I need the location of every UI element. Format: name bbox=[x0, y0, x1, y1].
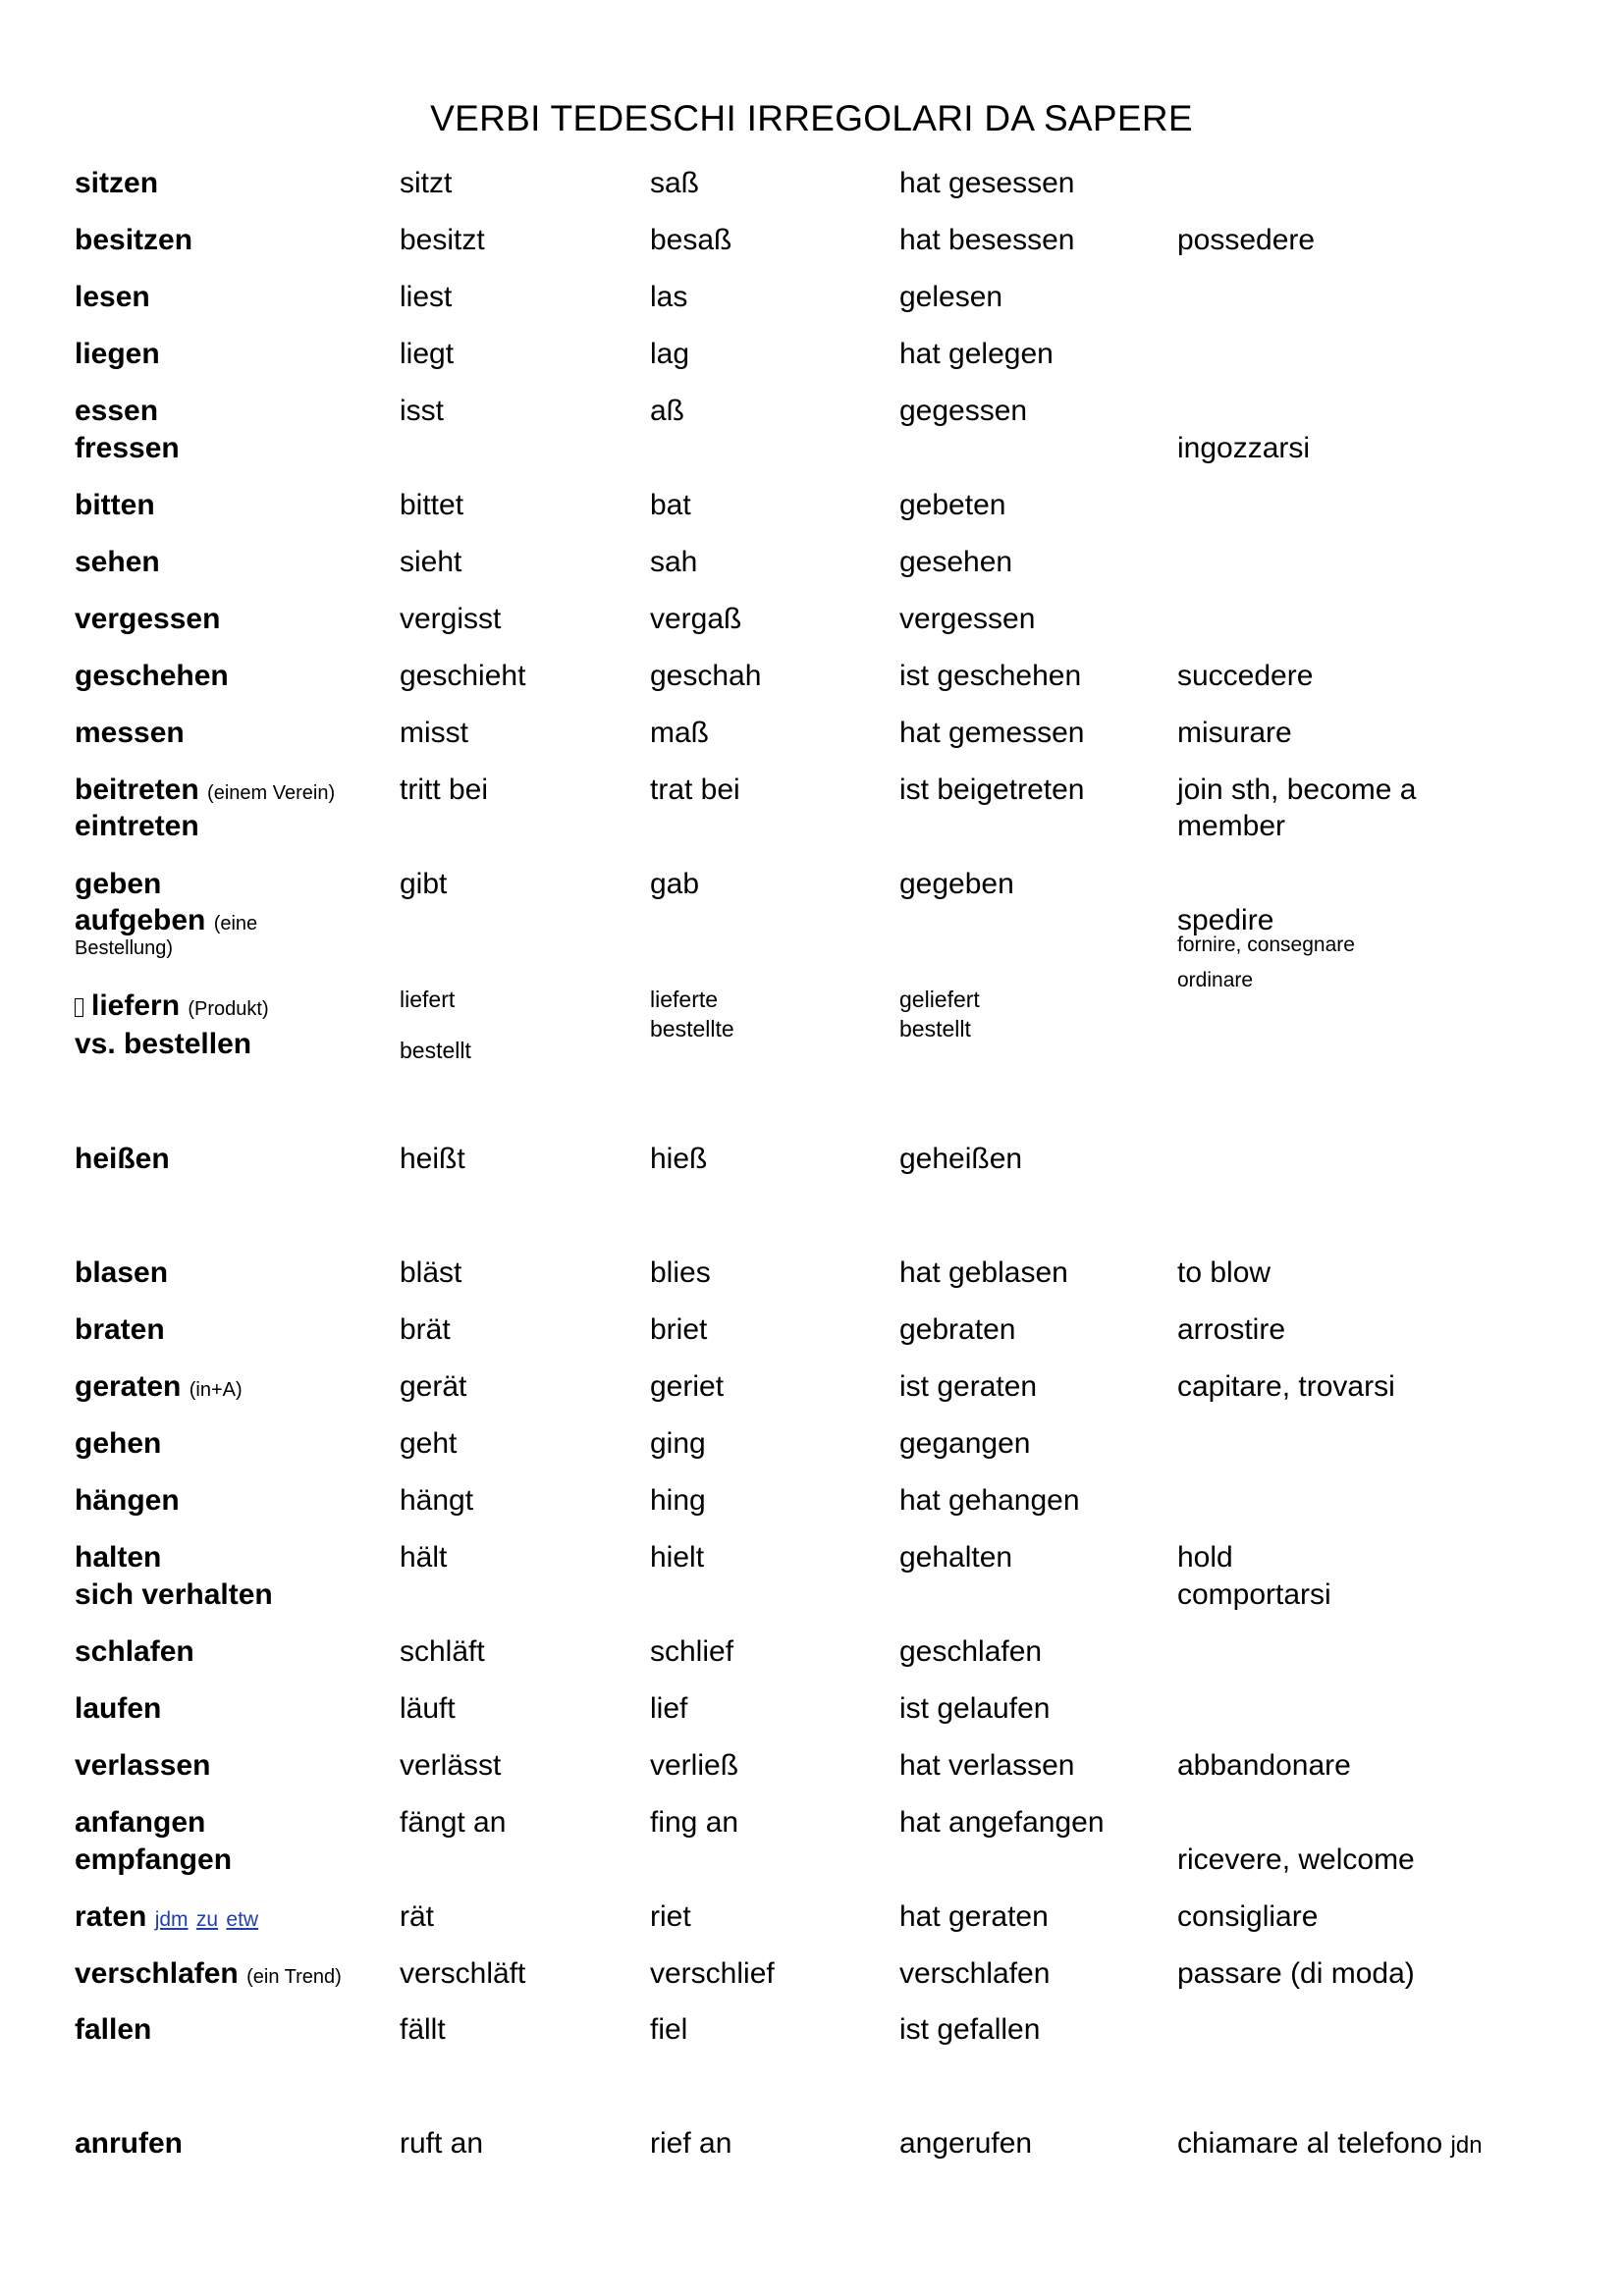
infinitive: vs. bestellen bbox=[75, 1028, 252, 1060]
link-etw[interactable]: etw bbox=[226, 1908, 259, 1931]
present: liest bbox=[400, 281, 453, 313]
present: ruft an bbox=[400, 2127, 484, 2160]
preterite: lieferte bbox=[650, 987, 719, 1012]
perfect: geliefert bbox=[899, 987, 980, 1012]
infinitive: sehen bbox=[75, 546, 160, 578]
infinitive bbox=[75, 988, 269, 1028]
infinitive: halten bbox=[75, 1541, 162, 1574]
preterite: fing an bbox=[650, 1806, 739, 1839]
preterite: sah bbox=[650, 546, 698, 578]
preterite: geriet bbox=[650, 1370, 725, 1403]
present: fällt bbox=[400, 2013, 446, 2046]
perfect: hat geblasen bbox=[899, 1256, 1068, 1289]
perfect: gelesen bbox=[899, 281, 1003, 313]
preterite: geschah bbox=[650, 660, 762, 692]
preterite: rief an bbox=[650, 2127, 732, 2160]
infinitive: anfangen bbox=[75, 1806, 206, 1839]
perfect: hat geraten bbox=[899, 1900, 1049, 1933]
present: besitzt bbox=[400, 224, 485, 256]
perfect: verschlafen bbox=[899, 1957, 1051, 1990]
infinitive: besitzen bbox=[75, 224, 193, 256]
usage-note: (ein Trend) bbox=[246, 1966, 342, 1988]
perfect: bestellt bbox=[899, 1016, 971, 1041]
perfect: ist gelaufen bbox=[899, 1692, 1051, 1725]
translation: ricevere, welcome bbox=[1177, 1843, 1415, 1876]
infinitive: fallen bbox=[75, 2013, 152, 2046]
preterite: aß bbox=[650, 395, 685, 427]
preterite: blies bbox=[650, 1256, 711, 1289]
perfect: ist geschehen bbox=[899, 660, 1082, 692]
preterite: maß bbox=[650, 717, 709, 749]
checkbox-icon bbox=[75, 998, 83, 1017]
usage-note: (Produkt) bbox=[188, 998, 269, 1020]
preterite: saß bbox=[650, 167, 700, 199]
preterite: besaß bbox=[650, 224, 732, 256]
usage-note: (eine bbox=[213, 913, 258, 934]
translation: possedere bbox=[1177, 224, 1316, 256]
preterite: verschlief bbox=[650, 1957, 775, 1990]
perfect: hat gesessen bbox=[899, 167, 1075, 199]
infinitive: eintreten bbox=[75, 810, 199, 842]
present: fängt an bbox=[400, 1806, 507, 1839]
infinitive: liegen bbox=[75, 338, 160, 370]
present: isst bbox=[400, 395, 444, 427]
present: bestellt bbox=[400, 1038, 471, 1063]
infinitive: heißen bbox=[75, 1143, 170, 1175]
preterite: trat bei bbox=[650, 774, 740, 806]
preterite: las bbox=[650, 281, 688, 313]
translation bbox=[1177, 2125, 1483, 2164]
preterite: briet bbox=[650, 1313, 708, 1346]
present: rät bbox=[400, 1900, 435, 1933]
infinitive: blasen bbox=[75, 1256, 169, 1289]
present: sitzt bbox=[400, 167, 453, 199]
infinitive: messen bbox=[75, 717, 185, 749]
translation: to blow bbox=[1177, 1256, 1271, 1289]
present: geht bbox=[400, 1427, 458, 1460]
perfect: hat gemessen bbox=[899, 717, 1085, 749]
perfect: gesehen bbox=[899, 546, 1013, 578]
infinitive: vergessen bbox=[75, 603, 221, 635]
infinitive: laufen bbox=[75, 1692, 162, 1725]
link-zu[interactable]: zu bbox=[195, 1908, 219, 1931]
translation: comportarsi bbox=[1177, 1578, 1331, 1611]
infinitive: hängen bbox=[75, 1484, 180, 1517]
preterite: bat bbox=[650, 489, 691, 521]
perfect: ist beigetreten bbox=[899, 774, 1085, 806]
page-title: VERBI TEDESCHI IRREGOLARI DA SAPERE bbox=[430, 98, 1193, 138]
perfect: hat gelegen bbox=[899, 338, 1054, 370]
translation: hold bbox=[1177, 1541, 1233, 1574]
present: hängt bbox=[400, 1484, 474, 1517]
translation: consigliare bbox=[1177, 1900, 1319, 1933]
infinitive-text: verschlafen bbox=[75, 1957, 239, 1990]
present: läuft bbox=[400, 1692, 456, 1725]
present: verlässt bbox=[400, 1749, 502, 1782]
perfect: hat angefangen bbox=[899, 1806, 1105, 1839]
infinitive: bitten bbox=[75, 489, 155, 521]
infinitive-text: raten bbox=[75, 1900, 147, 1933]
preterite: hielt bbox=[650, 1541, 705, 1574]
present: liegt bbox=[400, 338, 455, 370]
perfect: gehalten bbox=[899, 1541, 1013, 1574]
infinitive-text: geraten bbox=[75, 1370, 182, 1403]
translation: misurare bbox=[1177, 717, 1292, 749]
infinitive: lesen bbox=[75, 281, 150, 313]
present: verschläft bbox=[400, 1957, 526, 1990]
present: sieht bbox=[400, 546, 462, 578]
perfect: gebraten bbox=[899, 1313, 1016, 1346]
preterite: fiel bbox=[650, 2013, 688, 2046]
infinitive-text: aufgeben bbox=[75, 904, 206, 936]
present: heißt bbox=[400, 1143, 465, 1175]
infinitive: essen bbox=[75, 395, 159, 427]
translation-text: chiamare al telefono bbox=[1177, 2127, 1443, 2160]
infinitive: empfangen bbox=[75, 1843, 233, 1876]
infinitive: verlassen bbox=[75, 1749, 211, 1782]
perfect: hat gehangen bbox=[899, 1484, 1080, 1517]
translation: succedere bbox=[1177, 660, 1314, 692]
translation: ordinare bbox=[1177, 969, 1254, 991]
preterite: schlief bbox=[650, 1635, 734, 1668]
perfect: angerufen bbox=[899, 2127, 1033, 2160]
present: gibt bbox=[400, 868, 448, 900]
perfect: geschlafen bbox=[899, 1635, 1043, 1668]
present: liefert bbox=[400, 987, 456, 1012]
translation: ingozzarsi bbox=[1177, 432, 1311, 464]
present: hält bbox=[400, 1541, 448, 1574]
preterite: gab bbox=[650, 868, 700, 900]
infinitive: sitzen bbox=[75, 167, 159, 199]
preterite: lag bbox=[650, 338, 690, 370]
infinitive: geben bbox=[75, 868, 162, 900]
perfect: gegeben bbox=[899, 868, 1014, 900]
infinitive-text: beitreten bbox=[75, 774, 199, 806]
present: schläft bbox=[400, 1635, 485, 1668]
perfect: hat verlassen bbox=[899, 1749, 1075, 1782]
infinitive bbox=[75, 1368, 243, 1409]
preterite: vergaß bbox=[650, 603, 742, 635]
preterite: bestellte bbox=[650, 1016, 734, 1041]
perfect: gebeten bbox=[899, 489, 1006, 521]
link-jdm[interactable]: jdm bbox=[154, 1908, 189, 1931]
present: tritt bei bbox=[400, 774, 489, 806]
perfect: ist gefallen bbox=[899, 2013, 1041, 2046]
infinitive bbox=[75, 772, 335, 812]
present: gerät bbox=[400, 1370, 467, 1403]
infinitive-text: liefern bbox=[91, 989, 181, 1022]
translation: join sth, become a bbox=[1177, 774, 1417, 806]
usage-note: (in+A) bbox=[189, 1379, 243, 1401]
preterite: hing bbox=[650, 1484, 706, 1517]
preterite: ging bbox=[650, 1427, 706, 1460]
present: geschieht bbox=[400, 660, 526, 692]
translation: passare (di moda) bbox=[1177, 1957, 1415, 1990]
infinitive: sich verhalten bbox=[75, 1578, 273, 1611]
preterite: verließ bbox=[650, 1749, 739, 1782]
present: misst bbox=[400, 717, 468, 749]
perfect: gegangen bbox=[899, 1427, 1031, 1460]
preterite: riet bbox=[650, 1900, 691, 1933]
infinitive: gehen bbox=[75, 1427, 162, 1460]
perfect: hat besessen bbox=[899, 224, 1075, 256]
infinitive bbox=[75, 1898, 258, 1939]
present: bläst bbox=[400, 1256, 462, 1289]
infinitive bbox=[75, 1955, 342, 1996]
translation: spedire bbox=[1177, 904, 1274, 936]
perfect: geheißen bbox=[899, 1143, 1023, 1175]
perfect: ist geraten bbox=[899, 1370, 1038, 1403]
perfect: vergessen bbox=[899, 603, 1036, 635]
infinitive: anrufen bbox=[75, 2127, 184, 2160]
preterite: lief bbox=[650, 1692, 688, 1725]
present: brät bbox=[400, 1313, 451, 1346]
translation: abbandonare bbox=[1177, 1749, 1351, 1782]
infinitive: geschehen bbox=[75, 660, 229, 692]
usage-note: Bestellung) bbox=[75, 937, 174, 959]
usage-note: (einem Verein) bbox=[207, 782, 336, 804]
translation: fornire, consegnare bbox=[1177, 934, 1355, 956]
infinitive: schlafen bbox=[75, 1635, 194, 1668]
translation: capitare, trovarsi bbox=[1177, 1370, 1395, 1403]
preterite: hieß bbox=[650, 1143, 708, 1175]
perfect: gegessen bbox=[899, 395, 1028, 427]
usage-note: jdn bbox=[1450, 2132, 1483, 2159]
present: bittet bbox=[400, 489, 464, 521]
translation: arrostire bbox=[1177, 1313, 1286, 1346]
present: vergisst bbox=[400, 603, 502, 635]
infinitive: braten bbox=[75, 1313, 165, 1346]
infinitive: fressen bbox=[75, 432, 180, 464]
translation: member bbox=[1177, 810, 1286, 842]
